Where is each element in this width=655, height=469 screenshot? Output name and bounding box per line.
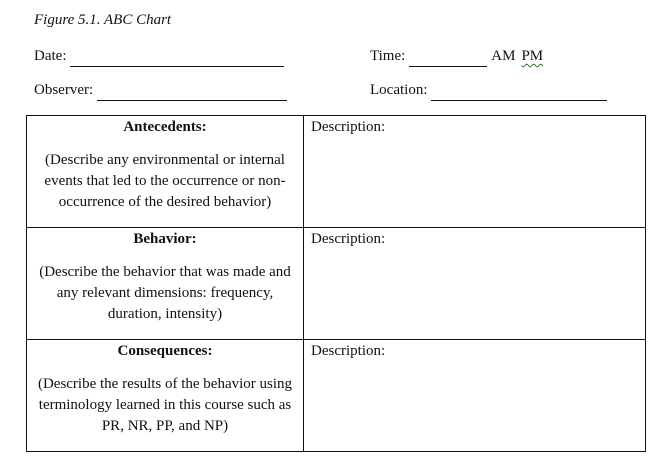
observer-label: Observer: [34,82,94,98]
consequences-heading: Consequences: [117,343,213,359]
antecedents-description-cell[interactable] [304,116,646,228]
behavior-cell [27,228,304,340]
behavior-instructions: (Describe the behavior that was made and any relevant dimensions: frequency, duration, intensity) [39,264,291,322]
observer-input-line[interactable] [97,84,287,101]
behavior-heading: Behavior: [133,231,197,247]
location-field [370,79,607,101]
consequences-description-cell[interactable] [304,340,646,452]
time-input-line[interactable] [409,50,487,67]
antecedents-heading: Antecedents: [123,119,207,135]
time-label: Time: [370,48,406,64]
antecedents-cell [27,116,304,228]
location-input-line[interactable] [431,84,607,101]
observer-field [34,79,287,101]
time-field [370,45,549,67]
abc-chart-table [26,115,646,452]
figure-caption: Figure 5.1. ABC Chart [34,12,172,28]
am-pm-options [491,45,549,67]
behavior-row [27,228,646,340]
pm-option[interactable]: PM [521,48,544,64]
date-label: Date: [34,48,67,64]
consequences-description-label: Description: [311,343,386,359]
consequences-cell [27,340,304,452]
am-option[interactable]: AM [491,48,516,64]
date-field [34,45,284,67]
behavior-description-cell[interactable] [304,228,646,340]
antecedents-description-label: Description: [311,119,386,135]
behavior-description-label: Description: [311,231,386,247]
consequences-instructions: (Describe the results of the behavior using terminology learned in this course such as PR, NR, PP, and NP) [37,376,293,434]
antecedents-instructions: (Describe any environmental or internal events that led to the occurrence or non-occurrence of the desired behavior) [44,152,286,210]
consequences-row [27,340,646,452]
antecedents-row [27,116,646,228]
location-label: Location: [370,82,428,98]
date-input-line[interactable] [70,50,284,67]
